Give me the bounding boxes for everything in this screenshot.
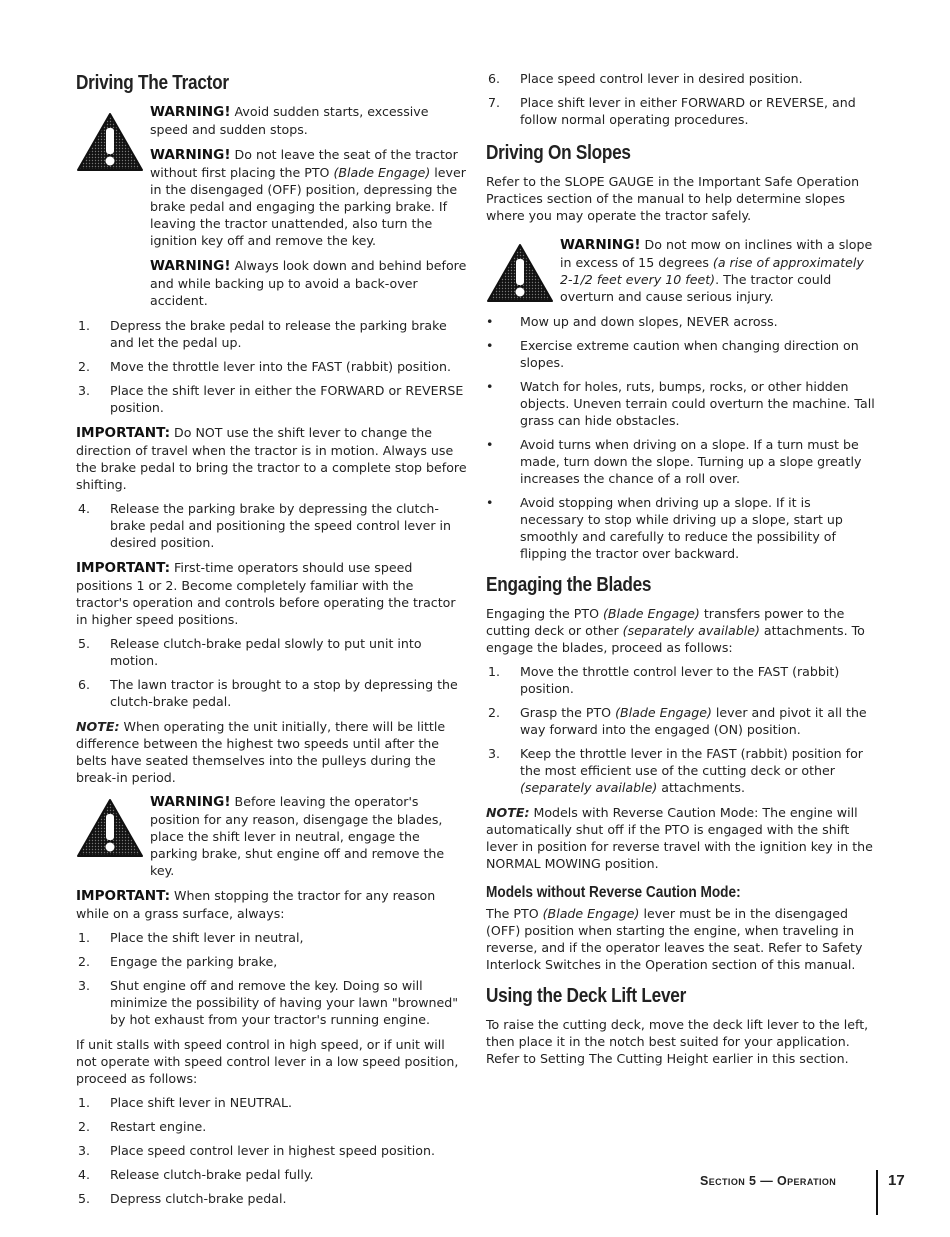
warning-triangle-icon — [76, 797, 144, 859]
list-text: Restart engine. — [110, 1119, 207, 1134]
stall-paragraph: If unit stalls with speed control in high speed, or if unit will not operate with speed control lever in a low speed position, proceed as follows: — [76, 1037, 459, 1086]
list-number: 5. — [78, 1191, 91, 1206]
warning-look-behind: WARNING! Always look down and behind before and while backing up to avoid a back-over accident. — [150, 258, 467, 308]
steps-list-e — [76, 1094, 468, 1207]
warning-block-2 — [76, 793, 468, 879]
important-grass-surface: IMPORTANT: When stopping the tractor for any reason while on a grass surface, always: — [76, 888, 436, 921]
list-item: 2. Grasp the PTO (Blade Engage) lever and pivot it all the way forward into the engaged (ON) position. — [488, 705, 867, 737]
list-number: 2. — [78, 1119, 91, 1134]
list-item — [76, 1118, 468, 1135]
deck-lift-paragraph: To raise the cutting deck, move the deck lift lever to the left, then place it in the notch best suited for your application. Refer to Setting The Cutting Height earlier in this section. — [486, 1017, 869, 1066]
bullet-item — [486, 337, 878, 371]
section-heading-blades: Engaging the Blades — [486, 574, 652, 596]
bullet-item — [486, 436, 878, 487]
list-item — [76, 929, 468, 946]
footer-divider — [876, 1170, 878, 1215]
bullet-dot: • — [486, 437, 494, 452]
steps-list-a — [76, 317, 468, 416]
list-item — [76, 1190, 468, 1207]
page-number: 17 — [888, 1172, 905, 1189]
steps-list-c — [76, 635, 468, 710]
list-item: 1. Move the throttle control lever to the FAST (rabbit) position. — [488, 664, 840, 696]
list-item — [76, 977, 468, 1028]
list-number: 1. — [78, 930, 91, 945]
list-text: The lawn tractor is brought to a stop by depressing the clutch-brake pedal. — [110, 677, 458, 709]
list-text: Place the shift lever in neutral, — [110, 930, 304, 945]
list-number: 6. — [488, 71, 501, 86]
section-heading-slopes: Driving On Slopes — [486, 142, 631, 164]
list-item — [76, 382, 468, 416]
list-item — [76, 676, 468, 710]
list-item: 3. Keep the throttle lever in the FAST (rabbit) position for the most efficient use of the cutting deck or other (separately available) attachments. — [488, 746, 863, 795]
list-number: 5. — [78, 636, 91, 651]
slopes-intro: Refer to the SLOPE GAUGE in the Important Safe Operation Practices section of the manual to help determine slopes where you may operate the tractor safely. — [486, 174, 860, 223]
list-text: Shut engine off and remove the key. Doing so will minimize the possibility of having your lawn "browned" by hot exhaust from your tractor's running engine. — [110, 978, 459, 1027]
section-heading-driving: Driving The Tractor — [76, 72, 229, 94]
steps-list-d — [76, 929, 468, 1028]
bullet-dot: • — [486, 314, 494, 329]
important-first-time: IMPORTANT: First-time operators should use speed positions 1 or 2. Become completely familiar with the tractor's operation and controls before operating the tractor in higher speed positions. — [76, 560, 456, 627]
note-reverse-caution: NOTE: Models with Reverse Caution Mode: The engine will automatically shut off if the PTO is engaged with the shift lever in position for reverse travel with the ignition key in the NORMAL MOWING position. — [486, 805, 873, 871]
list-number: 2. — [78, 359, 91, 374]
list-text: Place speed control lever in highest speed position. — [110, 1143, 435, 1158]
warning-block-1 — [76, 103, 468, 309]
bullet-item — [486, 378, 878, 429]
list-number: 4. — [78, 1167, 91, 1182]
list-item — [76, 358, 468, 375]
note-break-in: NOTE: When operating the unit initially, there will be little difference between the highest two speeds until after the belts have seated themselves into the pulleys during the break-in period. — [76, 719, 446, 785]
bullet-dot: • — [486, 495, 494, 510]
warning-inclines: WARNING! Do not mow on inclines with a slope in excess of 15 degrees (a rise of approximately 2-1/2 feet every 10 feet). The tractor could overturn and cause serious injury. — [560, 237, 873, 304]
list-text: Move the throttle lever into the FAST (rabbit) position. — [110, 359, 451, 374]
bullet-item — [486, 494, 878, 562]
subheading-models: Models without Reverse Caution Mode: — [486, 884, 741, 901]
list-item — [76, 500, 468, 551]
list-text: Place the shift lever in either the FORWARD or REVERSE position. — [110, 383, 464, 415]
steps-list-f — [486, 70, 878, 128]
footer-section-label: Section 5 — Operation — [700, 1174, 837, 1188]
list-item — [486, 94, 878, 128]
list-text: Depress clutch-brake pedal. — [110, 1191, 287, 1206]
list-text: Release clutch-brake pedal fully. — [110, 1167, 314, 1182]
list-item — [76, 317, 468, 351]
list-text: Place shift lever in NEUTRAL. — [110, 1095, 292, 1110]
warning-triangle-icon — [76, 111, 144, 173]
warning-sudden-starts: WARNING! Avoid sudden starts, excessive speed and sudden stops. — [150, 104, 429, 137]
slope-bullets — [486, 313, 878, 562]
bullet-text: Watch for holes, ruts, bumps, rocks, or other hidden objects. Uneven terrain could overturn the machine. Tall grass can hide obstacles. — [520, 379, 875, 428]
warning-block-3 — [486, 236, 878, 305]
list-item — [76, 635, 468, 669]
list-text: Depress the brake pedal to release the parking brake and let the pedal up. — [110, 318, 447, 350]
list-number: 3. — [78, 978, 91, 993]
bullet-dot: • — [486, 379, 494, 394]
blades-intro: Engaging the PTO (Blade Engage) transfers power to the cutting deck or other (separately available) attachments. To engage the blades, proceed as follows: — [486, 606, 865, 655]
bullet-dot: • — [486, 338, 494, 353]
right-column — [486, 70, 878, 1074]
list-number: 2. — [78, 954, 91, 969]
warning-triangle-icon — [486, 242, 554, 304]
left-column — [76, 72, 468, 1215]
list-number: 4. — [78, 501, 91, 516]
bullet-text: Avoid stopping when driving up a slope. If it is necessary to stop while driving up a slope, start up smoothly and carefully to reduce the possibility of flipping the tractor over backward. — [520, 495, 843, 561]
bullet-text: Exercise extreme caution when changing direction on slopes. — [520, 338, 859, 370]
list-number: 1. — [78, 1095, 91, 1110]
list-item — [76, 1166, 468, 1183]
models-paragraph: The PTO (Blade Engage) lever must be in the disengaged (OFF) position when starting the engine, when traveling in reverse, and if the operator leaves the seat. Refer to Safety Interlock Switches in the Operation section of this manual. — [486, 906, 863, 972]
warning-leaving-position: WARNING! Before leaving the operator's position for any reason, disengage the blades, place the shift lever in neutral, engage the parking brake, shut engine off and remove the key. — [150, 794, 445, 878]
important-shift-lever: IMPORTANT: Do NOT use the shift lever to change the direction of travel when the tractor is in motion. Always use the brake pedal to bring the tractor to a complete stop before shifting. — [76, 425, 467, 492]
section-heading-deck-lift: Using the Deck Lift Lever — [486, 985, 687, 1007]
list-number: 3. — [78, 1143, 91, 1158]
bullet-text: Avoid turns when driving on a slope. If a turn must be made, turn down the slope. Turning up a slope greatly increases the chance of a roll over. — [520, 437, 862, 486]
bullet-text: Mow up and down slopes, NEVER across. — [520, 314, 778, 329]
list-number: 7. — [488, 95, 501, 110]
list-text: Engage the parking brake, — [110, 954, 278, 969]
bullet-item — [486, 313, 878, 330]
list-text: Place shift lever in either FORWARD or REVERSE, and follow normal operating procedures. — [520, 95, 856, 127]
list-number: 6. — [78, 677, 91, 692]
list-item — [76, 953, 468, 970]
list-number: 1. — [78, 318, 91, 333]
list-text: Place speed control lever in desired position. — [520, 71, 803, 86]
steps-list-b — [76, 500, 468, 551]
list-item — [76, 1142, 468, 1159]
blades-steps — [486, 663, 878, 796]
warning-leave-seat: WARNING! Do not leave the seat of the tractor without first placing the PTO (Blade Engage) lever in the disengaged (OFF) position, depressing the brake pedal and engaging the parking brake. If leaving the tractor unattended, also turn the ignition key off and remove the key. — [150, 147, 466, 248]
list-text: Release the parking brake by depressing the clutch-brake pedal and positioning the speed control lever in desired position. — [110, 501, 451, 550]
list-number: 3. — [78, 383, 91, 398]
list-item — [486, 70, 878, 87]
list-item — [76, 1094, 468, 1111]
list-text: Release clutch-brake pedal slowly to put unit into motion. — [110, 636, 422, 668]
